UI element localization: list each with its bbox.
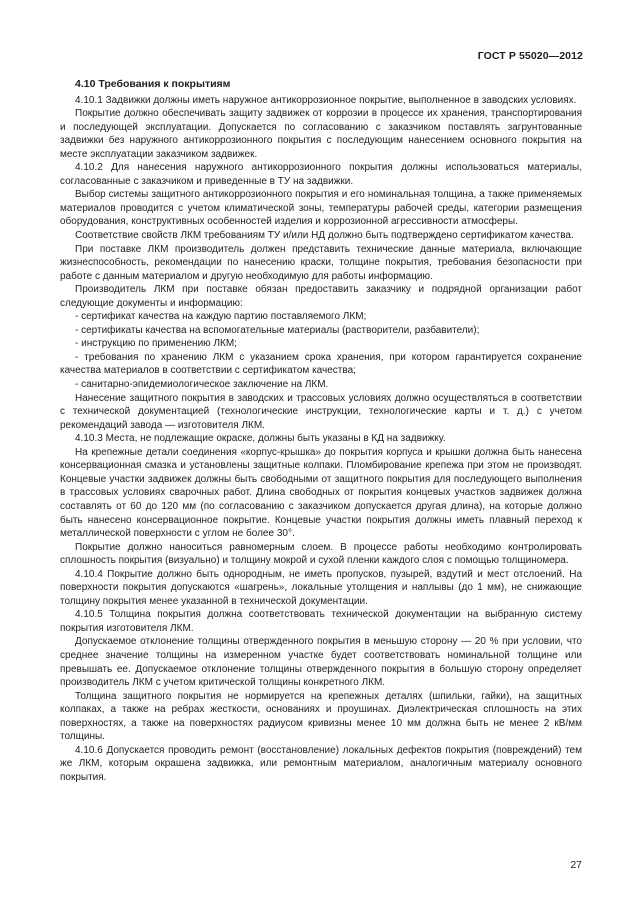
list-item: - требования по хранению ЛКМ с указанием срока хранения, при котором гарантируется сохранение качества материалов в соответствии с сертификатом качества;	[60, 351, 582, 377]
list-item: - сертификаты качества на вспомогательные материалы (растворители, разбавители);	[75, 324, 480, 336]
paragraph: 4.10.2 Для нанесения наружного антикоррозионного покрытия должны использоваться материалы, согласованные с заказчиком и приведенные в ТУ на задвижки.	[60, 162, 582, 187]
section-content	[60, 78, 582, 784]
section-heading: 4.10 Требования к покрытиям	[75, 78, 231, 90]
paragraph: Выбор системы защитного антикоррозионного покрытия и его номинальная толщина, а также применяемых материалов проводится с учетом климатической зоны, температуры рабочей среды, категории размещения оборудования, конструктивных особенностей изделия и коррозионной агрессивности атмосферы.	[60, 189, 582, 228]
list-item: - инструкцию по применению ЛКМ;	[75, 338, 237, 350]
paragraph: Толщина защитного покрытия не нормируется на крепежных деталях (шпильки, гайки), на защитных колпаках, а также на ребрах жесткости, основаниях и проушинах. Диэлектрическая сплошность на этих поверхностях, а также на поверхностях радиусом кривизны менее 10 мм должна быть не менее 2 кВ/мм толщины.	[60, 690, 582, 743]
paragraph: 4.10.1 Задвижки должны иметь наружное антикоррозионное покрытие, выполненное в заводских условиях.	[75, 94, 577, 106]
list-item: - сертификат качества на каждую партию поставляемого ЛКМ;	[75, 311, 367, 323]
paragraph: 4.10.3 Места, не подлежащие окраске, должны быть указаны в КД на задвижку.	[75, 433, 446, 445]
list-item: - санитарно-эпидемиологическое заключение на ЛКМ.	[75, 379, 329, 391]
paragraph: Покрытие должно наноситься равномерным слоем. В процессе работы необходимо контролировать сплошность покрытия (визуально) и толщину мокрой и сухой пленки каждого слоя с помощью толщиномера.	[60, 541, 582, 567]
paragraph: Производитель ЛКМ при поставке обязан предоставить заказчику и подрядной организации работ следующие документы и информацию:	[60, 284, 582, 309]
paragraph: Допускаемое отклонение толщины отвержденного покрытия в меньшую сторону — 20 % при условии, что среднее значение толщины на измеренном участке будет соответствовать номинальной толщине или превышать ее. Допускаемое отклонение толщины отвержденного покрытия в большую сторону определяет производитель ЛКМ с учетом критической толщины конкретного ЛКМ.	[60, 636, 582, 689]
paragraph: Нанесение защитного покрытия в заводских и трассовых условиях должно осуществляться в соответствии с технической документацией (технологические инструкции, технологические карты и т. д.) с учетом рекомендаций завода — изготовителя ЛКМ.	[60, 392, 582, 431]
document-id: ГОСТ Р 55020—2012	[477, 50, 583, 62]
paragraph: Соответствие свойств ЛКМ требованиям ТУ и/или НД должно быть подтверждено сертификатом качества.	[75, 230, 574, 242]
paragraph: На крепежные детали соединения «корпус-крышка» до покрытия корпуса и крышки должна быть нанесена консервационная смазка и установлены защитные колпаки. Пломбирование крепежа при этом не производят. Концевые участки задвижек должны быть свободными от защитного покрытия для последующего выполнения в трассовых условиях сварочных работ. Длина свободных от покрытия концевых участков задвижек должна составлять от 60 до 120 мм (по согласованию с заказчиком допускается другая длина), на которые должно быть нанесено консервационное покрытие. Концевые участки покрытия должны иметь плавный переход к металлической поверхности с углом не более 30°.	[60, 446, 582, 540]
paragraph: Покрытие должно обеспечивать защиту задвижек от коррозии в процессе их хранения, транспортирования и последующей эксплуатации. Допускается по согласованию с заказчиком поставлять загрунтованные задвижки без наружного антикоррозионного покрытия с последующим нанесением основного покрытия на месте эксплуатации заказчиком задвижек.	[60, 108, 582, 160]
paragraph: 4.10.4 Покрытие должно быть однородным, не иметь пропусков, пузырей, вздутий и мест отслоений. На поверхности покрытия допускаются «шагрень», локальные утолщения и наплывы (до 1 мм), не снижающие толщину покрытия менее указанной в технической документации.	[60, 568, 582, 607]
paragraph: 4.10.5 Толщина покрытия должна соответствовать технической документации на выбранную систему покрытия изготовителя ЛКМ.	[60, 609, 582, 634]
paragraph: При поставке ЛКМ производитель должен представить технические данные материала, включающие жизнеспособность, рекомендации по нанесению краски, толщине покрытия, требования безопасности при работе с данным материалом и другую необходимую для работы информацию.	[60, 243, 582, 282]
page-number: 27	[570, 859, 582, 871]
paragraph: 4.10.6 Допускается проводить ремонт (восстановление) локальных дефектов покрытия (повреждений) тем же ЛКМ, которым окрашена задвижка, или ремонтным материалом, аналогичным материалу основного покрытия.	[60, 744, 582, 783]
